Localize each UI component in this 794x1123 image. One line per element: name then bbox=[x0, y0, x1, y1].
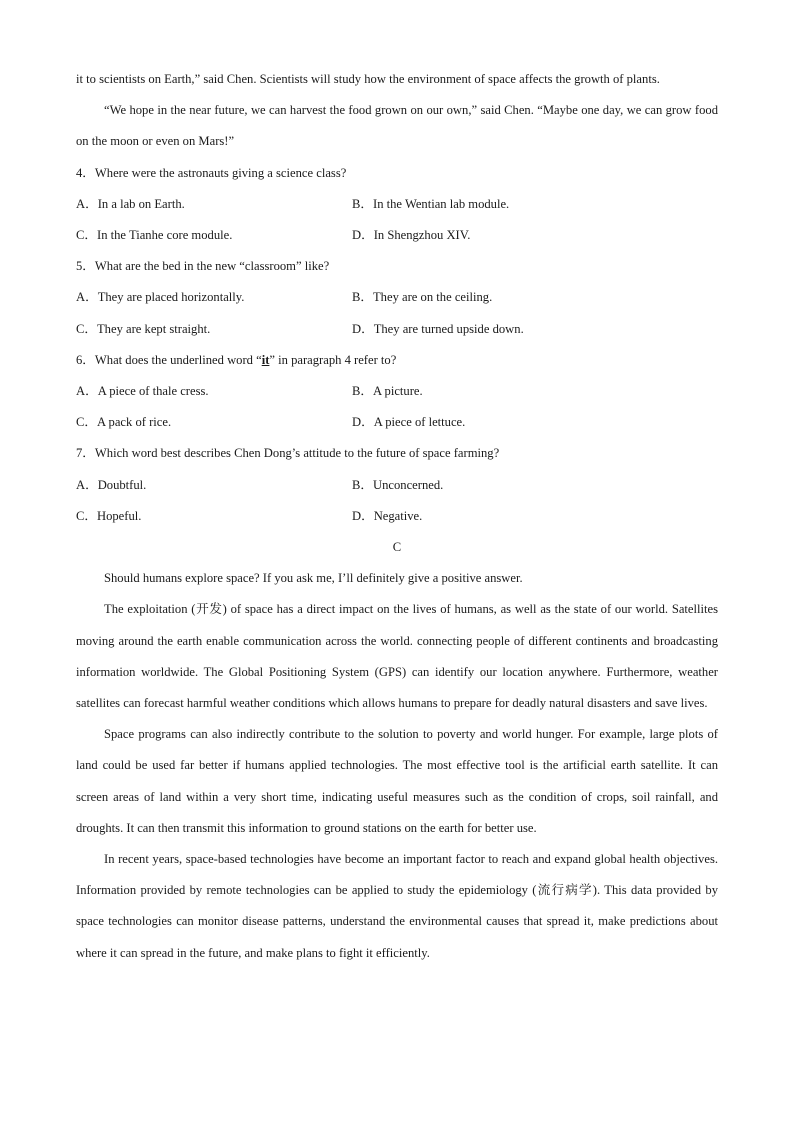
option-c: C．They are kept straight. bbox=[76, 321, 211, 336]
question-7 bbox=[76, 438, 718, 532]
passage-c-paragraph-4: In recent years, space-based technologies have become an important factor to reach and expand global health objectives. Information provided by remote technologies can be applied to study the epidemiology (流行病学). This data provided by space technologies can monitor disease patterns, understand the environmental causes that spread it, make predictions about where it can spread in the future, and make plans to fight it efficiently. bbox=[76, 852, 718, 960]
passage-c-paragraph-2: The exploitation (开发) of space has a direct impact on the lives of humans, as well as the state of our world. Satellites moving around the earth enable communication across the world. connecting people of different continents and broadcasting information worldwide. The Global Positioning System (GPS) can identify our location anywhere. Furthermore, weather satellites can forecast harmful weather conditions which allows humans to prepare for deadly natural disasters and save lives. bbox=[76, 602, 718, 711]
option-a: A．In a lab on Earth. bbox=[76, 196, 185, 211]
options-row bbox=[76, 407, 718, 438]
passage-b-closing-line: it to scientists on Earth,” said Chen. Scientists will study how the environment of space affects the growth of plants. bbox=[76, 72, 660, 86]
option-c: C．In the Tianhe core module. bbox=[76, 228, 233, 243]
options-row bbox=[76, 314, 718, 345]
question-stem-before: 6．What does the underlined word “ bbox=[76, 352, 262, 367]
question-5 bbox=[76, 251, 718, 345]
options-row bbox=[76, 501, 718, 532]
options-row bbox=[76, 189, 718, 220]
option-a: A．Doubtful. bbox=[76, 477, 147, 492]
question-stem-after: ” in paragraph 4 refer to? bbox=[269, 352, 397, 367]
passage-c-paragraph-3: Space programs can also indirectly contribute to the solution to poverty and world hunger. For example, large plots of land could be used far better if humans applied technologies. The most effective tool is the artificial earth satellite. It can screen areas of land within a very short time, indicating useful measures such as the condition of crops, soil rainfall, and droughts. It can then transmit this information to ground stations on the earth for better use. bbox=[76, 727, 718, 835]
options-row bbox=[76, 220, 718, 251]
option-b: B．In the Wentian lab module. bbox=[352, 196, 510, 211]
option-d: D．They are turned upside down. bbox=[352, 321, 524, 336]
options-row bbox=[76, 282, 718, 313]
option-d: D．In Shengzhou XIV. bbox=[352, 228, 471, 243]
options-row bbox=[76, 470, 718, 501]
question-stem: 5．What are the bed in the new “classroom” like? bbox=[76, 259, 330, 274]
passage-c-paragraph-1: Should humans explore space? If you ask me, I’ll definitely give a positive answer. bbox=[104, 571, 523, 586]
option-b: B．They are on the ceiling. bbox=[352, 290, 493, 305]
option-d: D．Negative. bbox=[352, 508, 423, 523]
option-b: B．Unconcerned. bbox=[352, 477, 444, 492]
document-page bbox=[76, 64, 718, 969]
question-stem bbox=[76, 345, 718, 376]
option-c: C．A pack of rice. bbox=[76, 415, 172, 430]
question-6 bbox=[76, 345, 718, 439]
section-heading: C bbox=[392, 540, 402, 555]
option-c: C．Hopeful. bbox=[76, 508, 142, 523]
option-b: B．A picture. bbox=[352, 384, 423, 399]
option-a: A．They are placed horizontally. bbox=[76, 290, 245, 305]
passage-b-final-paragraph: “We hope in the near future, we can harvest the food grown on our own,” said Chen. “Maybe one day, we can grow food on the moon or even on Mars!” bbox=[76, 103, 718, 149]
question-stem: 4．Where were the astronauts giving a science class? bbox=[76, 165, 347, 180]
options-row bbox=[76, 376, 718, 407]
question-stem: 7．Which word best describes Chen Dong’s attitude to the future of space farming? bbox=[76, 446, 500, 461]
option-d: D．A piece of lettuce. bbox=[352, 415, 466, 430]
underlined-word: it bbox=[261, 352, 270, 367]
question-4 bbox=[76, 158, 718, 252]
option-a: A．A piece of thale cress. bbox=[76, 384, 209, 399]
